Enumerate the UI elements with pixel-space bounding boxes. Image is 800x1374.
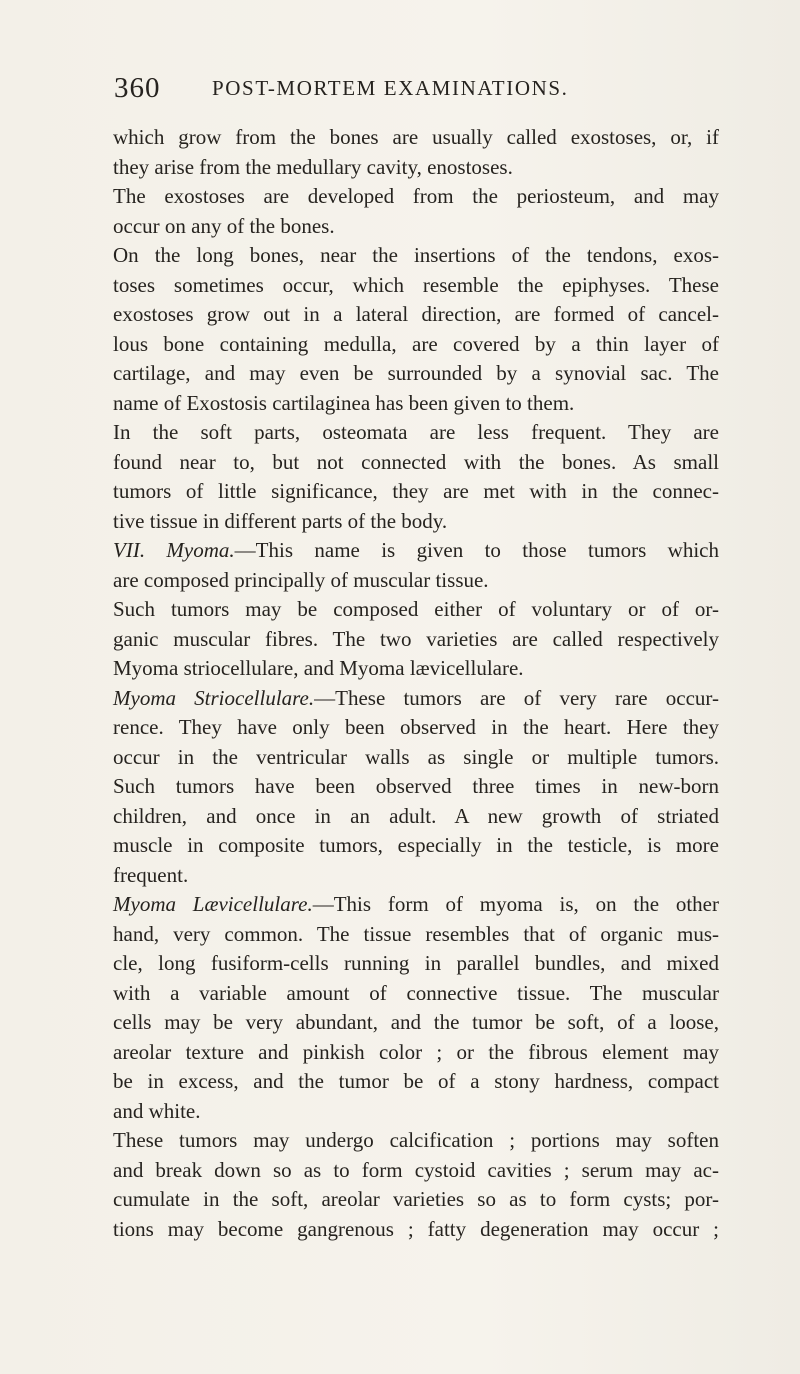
line-text: occur on any of the bones. (113, 213, 335, 238)
line-text: On the long bones, near the insertions of the tendons, exos- (113, 243, 719, 267)
text-line (113, 153, 719, 183)
line-text: Such tumors have been observed three times in new-born (113, 774, 719, 798)
text-line (113, 182, 719, 212)
line-text: children, and once in an adult. A new growth of striated (113, 803, 719, 828)
text-line (113, 920, 719, 950)
line-text: cells may be very abundant, and the tumor be soft, of a loose, (113, 1010, 719, 1034)
text-line (113, 802, 719, 832)
text-line (113, 389, 719, 419)
text-line (113, 1126, 719, 1156)
line-text: —This form of myoma is, on the other (312, 892, 719, 916)
text-line (113, 330, 719, 360)
section-heading: Myoma Striocellulare. (113, 685, 315, 710)
line-text: rence. They have only been observed in the heart. Here they (113, 715, 719, 739)
line-text: occur in the ventricular walls as single or multiple tumors. (113, 744, 719, 769)
line-text: cartilage, and may even be surrounded by a synovial sac. The (113, 361, 719, 385)
text-line (113, 684, 719, 714)
text-line (113, 1067, 719, 1097)
line-text: areolar texture and pinkish color ; or the fibrous element may (113, 1039, 719, 1064)
line-text: be in excess, and the tumor be of a stony hardness, compact (113, 1069, 719, 1093)
text-line (113, 625, 719, 655)
line-text: exostoses grow out in a lateral direction, are formed of cancel- (113, 302, 719, 326)
text-line (113, 359, 719, 389)
text-line (113, 1008, 719, 1038)
text-line (113, 1156, 719, 1186)
line-text: hand, very common. The tissue resembles that of organic mus- (113, 921, 719, 946)
text-line (113, 241, 719, 271)
line-text: cumulate in the soft, areolar varieties so as to form cysts; por- (113, 1187, 719, 1211)
text-line (113, 477, 719, 507)
text-line (113, 979, 719, 1009)
text-line (113, 743, 719, 773)
text-line (113, 949, 719, 979)
running-head: POST-MORTEM EXAMINATIONS. (212, 76, 569, 100)
line-text: and break down so as to form cystoid cavities ; serum may ac- (113, 1157, 719, 1182)
line-text: Such tumors may be composed either of voluntary or of or- (113, 597, 719, 621)
text-line (113, 713, 719, 743)
line-text: and white. (113, 1098, 201, 1123)
text-line (113, 271, 719, 301)
text-line (113, 772, 719, 802)
line-text: In the soft parts, osteomata are less frequent. They are (113, 420, 719, 444)
text-line (113, 861, 719, 891)
body-text (113, 123, 719, 1244)
text-line (113, 448, 719, 478)
line-text: found near to, but not connected with the bones. As small (113, 449, 719, 474)
text-line (113, 595, 719, 625)
line-text: The exostoses are developed from the periosteum, and may (113, 184, 719, 208)
line-text: cle, long fusiform-cells running in parallel bundles, and mixed (113, 951, 719, 975)
text-line (113, 123, 719, 153)
line-text: lous bone containing medulla, are covered by a thin layer of (113, 331, 719, 356)
text-line (113, 1185, 719, 1215)
line-text: muscle in composite tumors, especially in the testicle, is more (113, 833, 719, 857)
text-line (113, 890, 719, 920)
text-line (113, 300, 719, 330)
line-text: tions may become gangrenous ; fatty degeneration may occur ; (113, 1216, 719, 1241)
text-line (113, 418, 719, 448)
text-line (113, 212, 719, 242)
text-line (113, 1215, 719, 1245)
page-header (114, 72, 714, 108)
page-number: 360 (114, 72, 161, 104)
line-text: name of Exostosis cartilaginea has been given to them. (113, 390, 575, 415)
line-text: frequent. (113, 862, 189, 887)
line-text: Myoma striocellulare, and Myoma lævicellulare. (113, 656, 524, 680)
text-line (113, 507, 719, 537)
line-text: they arise from the medullary cavity, enostoses. (113, 154, 513, 179)
line-text: —These tumors are of very rare occur- (314, 685, 719, 710)
text-line (113, 831, 719, 861)
line-text: These tumors may undergo calcification ; portions may soften (113, 1128, 719, 1152)
line-text: are composed principally of muscular tissue. (113, 567, 489, 592)
line-text: toses sometimes occur, which resemble the epiphyses. These (113, 272, 719, 297)
line-text: tive tissue in different parts of the body. (113, 508, 448, 533)
text-line (113, 536, 719, 566)
text-line (113, 1097, 719, 1127)
line-text: tumors of little significance, they are met with in the connec- (113, 479, 719, 503)
line-text: —This name is given to those tumors which (234, 538, 720, 562)
section-heading: VII. Myoma. (113, 538, 235, 562)
text-line (113, 654, 719, 684)
line-text: with a variable amount of connective tissue. The muscular (113, 980, 719, 1005)
text-line (113, 566, 719, 596)
text-line (113, 1038, 719, 1068)
line-text: which grow from the bones are usually called exostoses, or, if (113, 125, 719, 149)
section-heading: Myoma Lævicellulare. (113, 892, 313, 916)
line-text: ganic muscular fibres. The two varieties are called respectively (113, 626, 719, 651)
